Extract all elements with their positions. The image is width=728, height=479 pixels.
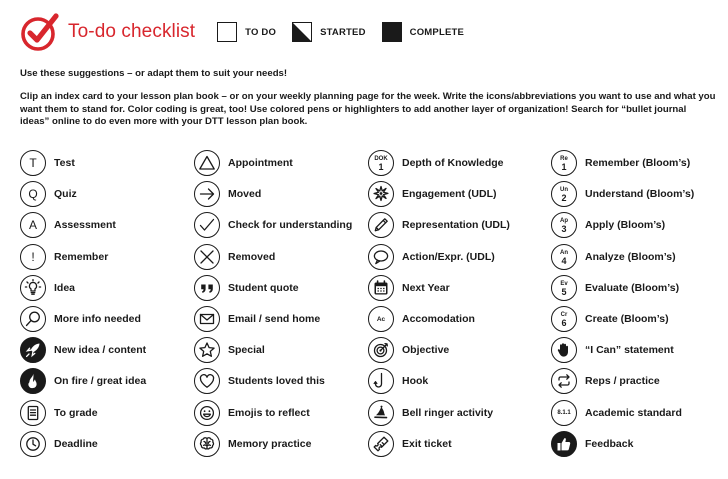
legend-item-label: Check for understanding: [228, 219, 353, 232]
dok-icon: [368, 150, 394, 176]
legend-item: [20, 244, 108, 270]
triangle-icon: [194, 150, 220, 176]
icon-abbreviation: Ap: [560, 218, 568, 225]
legend-item-label: Action/Expr. (UDL): [402, 250, 495, 263]
speech-bubble-icon: [368, 244, 394, 270]
legend-item-label: Special: [228, 344, 265, 357]
legend-item: [551, 306, 669, 332]
legend-item: [194, 150, 293, 176]
legend-item: [551, 400, 682, 426]
legend-label: TO DO: [245, 26, 277, 38]
legend-item: [194, 275, 299, 301]
legend-item-label: Next Year: [402, 281, 450, 294]
legend-item: [368, 306, 475, 332]
hand-icon: [551, 337, 577, 363]
icon-glyph: !: [31, 249, 35, 264]
legend-item: [368, 400, 493, 426]
legend-item-label: Moved: [228, 188, 262, 201]
legend-item-label: Evaluate (Bloom’s): [585, 281, 680, 294]
legend-item: [20, 306, 141, 332]
blooms-understand-icon: [551, 181, 577, 207]
legend-item-label: Depth of Knowledge: [402, 157, 504, 169]
legend-item: [551, 244, 676, 270]
legend-item-label: Reps / practice: [585, 375, 660, 388]
legend-item-label: Test: [54, 157, 75, 169]
status-legend: [217, 22, 480, 42]
lightbulb-icon: [20, 275, 46, 301]
arrow-right-icon: [194, 181, 220, 207]
icon-number: 2: [561, 193, 567, 204]
target-icon: [368, 337, 394, 363]
brain-icon: [194, 431, 220, 457]
icon-number: 1: [378, 162, 384, 172]
envelope-icon: [194, 306, 220, 332]
legend-item: [20, 275, 75, 301]
quote-icon: [194, 275, 220, 301]
icon-abbreviation: DOK: [374, 156, 388, 162]
legend-item: [20, 337, 146, 363]
legend-item-label: Removed: [228, 250, 276, 263]
legend-item-label: More info needed: [54, 313, 141, 325]
page-title: To-do checklist: [68, 21, 196, 42]
legend-item-label: Analyze (Bloom’s): [585, 250, 676, 263]
legend-item: [20, 150, 75, 176]
icon-abbreviation: An: [560, 249, 568, 256]
suggestion-text: Use these suggestions – or adapt them to suit your needs!: [20, 68, 288, 79]
standard-icon: [551, 400, 577, 426]
thumbs-up-icon: [551, 431, 577, 457]
legend-item-label: Hook: [402, 375, 429, 388]
legend-item: [551, 337, 674, 363]
letter-a-icon: [20, 212, 46, 238]
legend-item-label: Deadline: [54, 437, 98, 450]
legend-item: [551, 212, 665, 238]
letter-t-icon: [20, 150, 46, 176]
hook-icon: [368, 368, 394, 394]
legend-item-label: Email / send home: [228, 313, 321, 325]
blooms-apply-icon: [551, 212, 577, 238]
started-swatch-icon: [292, 22, 312, 42]
legend-item-label: On fire / great idea: [54, 375, 147, 388]
legend-item: [194, 400, 310, 426]
legend-item: [368, 212, 510, 238]
magnifier-icon: [20, 306, 46, 332]
icon-number: 4: [561, 255, 567, 266]
legend-item-label: Create (Bloom’s): [585, 313, 669, 325]
legend-started: [292, 22, 366, 42]
legend-item: [194, 337, 265, 363]
legend-item: [20, 212, 116, 238]
legend-item: [194, 212, 352, 238]
flame-icon: [20, 368, 46, 394]
legend-item-label: Understand (Bloom’s): [585, 188, 695, 201]
legend-item-label: Student quote: [228, 281, 299, 294]
blooms-analyze-icon: [551, 244, 577, 270]
legend-item-label: Students loved this: [228, 375, 325, 388]
legend-item-label: Remember: [54, 250, 109, 263]
burst-icon: [368, 181, 394, 207]
exclamation-icon: [20, 244, 46, 270]
legend-item: [551, 275, 679, 301]
blooms-create-icon: [551, 306, 577, 332]
legend-item-label: Idea: [54, 281, 76, 294]
document-icon: [20, 400, 46, 426]
legend-todo: [217, 22, 276, 42]
legend-item: [368, 181, 497, 207]
icon-glyph: A: [28, 218, 37, 233]
legend-item-label: Memory practice: [228, 437, 312, 450]
x-icon: [194, 244, 220, 270]
calendar-icon: [368, 275, 394, 301]
legend-item-label: Feedback: [585, 437, 634, 450]
legend-item-label: Assessment: [54, 219, 116, 232]
icon-glyph: Ac: [376, 315, 386, 323]
ac-icon: [368, 306, 394, 332]
icon-abbreviation: Cr: [560, 312, 568, 318]
legend-item-label: Academic standard: [585, 406, 682, 419]
header: [20, 12, 480, 52]
legend-complete: [382, 22, 464, 42]
checkmark-logo-icon: [20, 12, 60, 52]
legend-item: [194, 181, 261, 207]
legend-item-label: Engagement (UDL): [402, 188, 497, 201]
legend-item-label: Apply (Bloom’s): [585, 219, 666, 232]
repeat-icon: [551, 368, 577, 394]
todo-swatch-icon: [217, 22, 237, 42]
icon-glyph: 8.1.1: [557, 409, 571, 416]
legend-item-label: Bell ringer activity: [402, 406, 494, 419]
legend-label: STARTED: [320, 26, 366, 38]
icon-glyph: Q: [28, 187, 38, 202]
letter-q-icon: [20, 181, 46, 207]
legend-item: [20, 400, 98, 426]
complete-swatch-icon: [382, 22, 402, 42]
legend-item: [368, 368, 428, 394]
star-icon: [194, 337, 220, 363]
legend-item: [20, 181, 77, 207]
legend-item-label: Remember (Bloom’s): [585, 157, 691, 169]
legend-item: [194, 244, 275, 270]
legend-item-label: Accomodation: [402, 313, 475, 325]
rocket-icon: [20, 337, 46, 363]
icon-number: 6: [561, 318, 567, 328]
icon-glyph: T: [29, 156, 37, 170]
legend-item: [20, 368, 146, 394]
blooms-evaluate-icon: [551, 275, 577, 301]
legend-item-label: Exit ticket: [402, 437, 452, 450]
legend-label: COMPLETE: [409, 26, 465, 38]
ticket-icon: [368, 431, 394, 457]
icon-abbreviation: Re: [560, 156, 568, 162]
instructions-paragraph: Clip an index card to your lesson plan book – or on your weekly planning page for the week. Write the icons/abbreviations you want to use and what you want them to stand for. Color coding is great, too! Use colored pens or highlighters to add another layer of organization! Search for “bullet journal ideas” online to do even more with your DTT lesson plan book.: [20, 91, 716, 128]
legend-item-label: New idea / content: [54, 344, 147, 357]
legend-item: [368, 337, 449, 363]
pencil-icon: [368, 212, 394, 238]
icon-number: 3: [561, 224, 567, 235]
legend-item-label: To grade: [54, 406, 98, 419]
legend-item: [20, 431, 98, 457]
legend-item: [194, 306, 320, 332]
legend-item-label: Representation (UDL): [402, 219, 510, 232]
legend-item-label: “I Can” statement: [585, 344, 674, 357]
legend-item-label: Objective: [402, 344, 450, 357]
smiley-icon: [194, 400, 220, 426]
legend-item: [551, 181, 694, 207]
legend-item: [368, 244, 495, 270]
legend-item: [368, 275, 450, 301]
legend-item: [551, 368, 660, 394]
icon-abbreviation: Ev: [560, 280, 568, 287]
heart-icon: [194, 368, 220, 394]
legend-item-label: Appointment: [228, 157, 293, 169]
bell-icon: [368, 400, 394, 426]
icon-abbreviation: Un: [560, 187, 568, 194]
legend-item: [368, 150, 504, 176]
icon-number: 5: [561, 286, 567, 297]
icon-number: 1: [561, 162, 567, 172]
legend-item-label: Quiz: [54, 188, 77, 201]
legend-item: [194, 431, 311, 457]
legend-item: [551, 431, 633, 457]
legend-item-label: Emojis to reflect: [228, 406, 310, 419]
checkmark-icon: [194, 212, 220, 238]
clock-icon: [20, 431, 46, 457]
legend-item: [194, 368, 325, 394]
legend-item: [368, 431, 452, 457]
blooms-remember-icon: [551, 150, 577, 176]
legend-item: [551, 150, 690, 176]
icon-legend-grid: [20, 150, 720, 460]
